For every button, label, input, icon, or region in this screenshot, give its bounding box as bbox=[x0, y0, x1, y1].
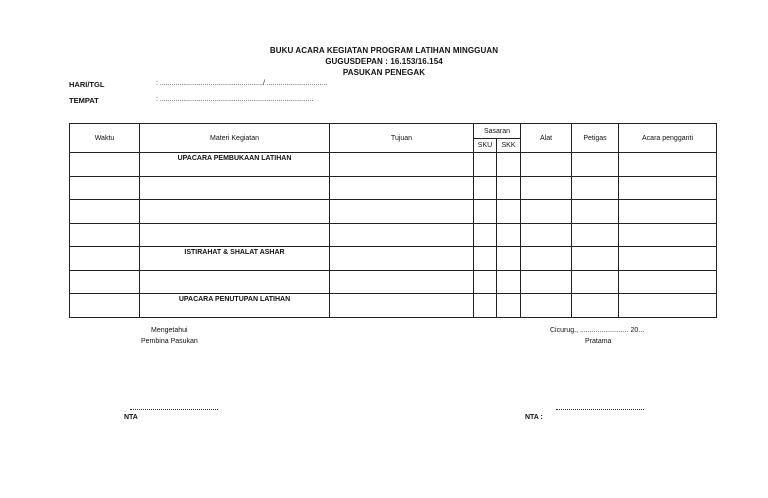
cell-petigas bbox=[572, 294, 619, 318]
cell-sku bbox=[474, 200, 497, 224]
signature-left-nta: NTA bbox=[124, 414, 138, 421]
cell-sku bbox=[474, 247, 497, 271]
col-alat: Alat bbox=[521, 124, 572, 153]
cell-waktu bbox=[70, 200, 140, 224]
cell-skk bbox=[497, 270, 521, 294]
cell-petigas bbox=[572, 247, 619, 271]
cell-alat bbox=[521, 200, 572, 224]
cell-tujuan bbox=[330, 176, 474, 200]
col-waktu: Waktu bbox=[70, 124, 140, 153]
col-sasaran: Sasaran bbox=[474, 124, 521, 139]
cell-sku bbox=[474, 223, 497, 247]
col-sku: SKU bbox=[474, 139, 497, 153]
cell-tujuan bbox=[330, 200, 474, 224]
cell-acara bbox=[619, 153, 717, 177]
cell-tujuan bbox=[330, 153, 474, 177]
cell-materi: UPACARA PENUTUPAN LATIHAN bbox=[140, 294, 330, 318]
cell-skk bbox=[497, 176, 521, 200]
col-skk: SKK bbox=[497, 139, 521, 153]
cell-acara bbox=[619, 176, 717, 200]
cell-petigas bbox=[572, 223, 619, 247]
cell-skk bbox=[497, 153, 521, 177]
cell-materi bbox=[140, 200, 330, 224]
table-row bbox=[70, 200, 717, 224]
cell-petigas bbox=[572, 200, 619, 224]
cell-sku bbox=[474, 153, 497, 177]
cell-alat bbox=[521, 176, 572, 200]
col-tujuan: Tujuan bbox=[330, 124, 474, 153]
signature-right-line bbox=[556, 409, 644, 410]
cell-tujuan bbox=[330, 294, 474, 318]
cell-tujuan bbox=[330, 223, 474, 247]
cell-materi bbox=[140, 270, 330, 294]
cell-waktu bbox=[70, 223, 140, 247]
table-row bbox=[70, 270, 717, 294]
signature-left-line bbox=[130, 409, 218, 410]
cell-petigas bbox=[572, 176, 619, 200]
table-row bbox=[70, 176, 717, 200]
cell-materi: ISTIRAHAT & SHALAT ASHAR bbox=[140, 247, 330, 271]
cell-skk bbox=[497, 294, 521, 318]
cell-alat bbox=[521, 223, 572, 247]
hari-label: HARI/TGL bbox=[69, 80, 105, 89]
cell-acara bbox=[619, 247, 717, 271]
cell-materi bbox=[140, 223, 330, 247]
cell-waktu bbox=[70, 294, 140, 318]
signature-right-title: Pratama bbox=[585, 338, 612, 345]
cell-acara bbox=[619, 294, 717, 318]
cell-sku bbox=[474, 294, 497, 318]
cell-skk bbox=[497, 223, 521, 247]
cell-alat bbox=[521, 153, 572, 177]
cell-petigas bbox=[572, 153, 619, 177]
cell-tujuan bbox=[330, 270, 474, 294]
cell-waktu bbox=[70, 153, 140, 177]
table-row bbox=[70, 247, 717, 271]
col-materi: Materi Kegiatan bbox=[140, 124, 330, 153]
col-petigas: Petigas bbox=[572, 124, 619, 153]
cell-acara bbox=[619, 200, 717, 224]
cell-sku bbox=[474, 270, 497, 294]
signature-right-date: Cicurug., ......................... 20... bbox=[550, 327, 645, 334]
cell-sku bbox=[474, 176, 497, 200]
cell-skk bbox=[497, 247, 521, 271]
cell-tujuan bbox=[330, 247, 474, 271]
cell-alat bbox=[521, 270, 572, 294]
cell-alat bbox=[521, 247, 572, 271]
col-acara-pengganti: Acara pengganti bbox=[619, 124, 717, 153]
cell-acara bbox=[619, 270, 717, 294]
table-row bbox=[70, 294, 717, 318]
document-title: BUKU ACARA KEGIATAN PROGRAM LATIHAN MINGGUAN bbox=[269, 46, 499, 55]
cell-waktu bbox=[70, 270, 140, 294]
signature-left-heading: Mengetahui bbox=[151, 327, 188, 334]
activity-table bbox=[69, 123, 717, 318]
cell-acara bbox=[619, 223, 717, 247]
hari-value: : ...................................................../ ............................... bbox=[156, 80, 328, 87]
tempat-value: : ............................................................................... bbox=[156, 96, 314, 103]
signature-left-title: Pembina Pasukan bbox=[141, 338, 198, 345]
table-row bbox=[70, 153, 717, 177]
signature-right-nta: NTA : bbox=[525, 414, 543, 421]
gugusdepan-line: GUGUSDEPAN : 16.153/16.154 bbox=[325, 57, 443, 66]
tempat-label: TEMPAT bbox=[69, 96, 99, 105]
cell-waktu bbox=[70, 176, 140, 200]
cell-petigas bbox=[572, 270, 619, 294]
unit-line: PASUKAN PENEGAK bbox=[342, 68, 426, 77]
cell-waktu bbox=[70, 247, 140, 271]
cell-materi bbox=[140, 176, 330, 200]
cell-alat bbox=[521, 294, 572, 318]
table-row bbox=[70, 223, 717, 247]
cell-skk bbox=[497, 200, 521, 224]
cell-materi: UPACARA PEMBUKAAN LATIHAN bbox=[140, 153, 330, 177]
